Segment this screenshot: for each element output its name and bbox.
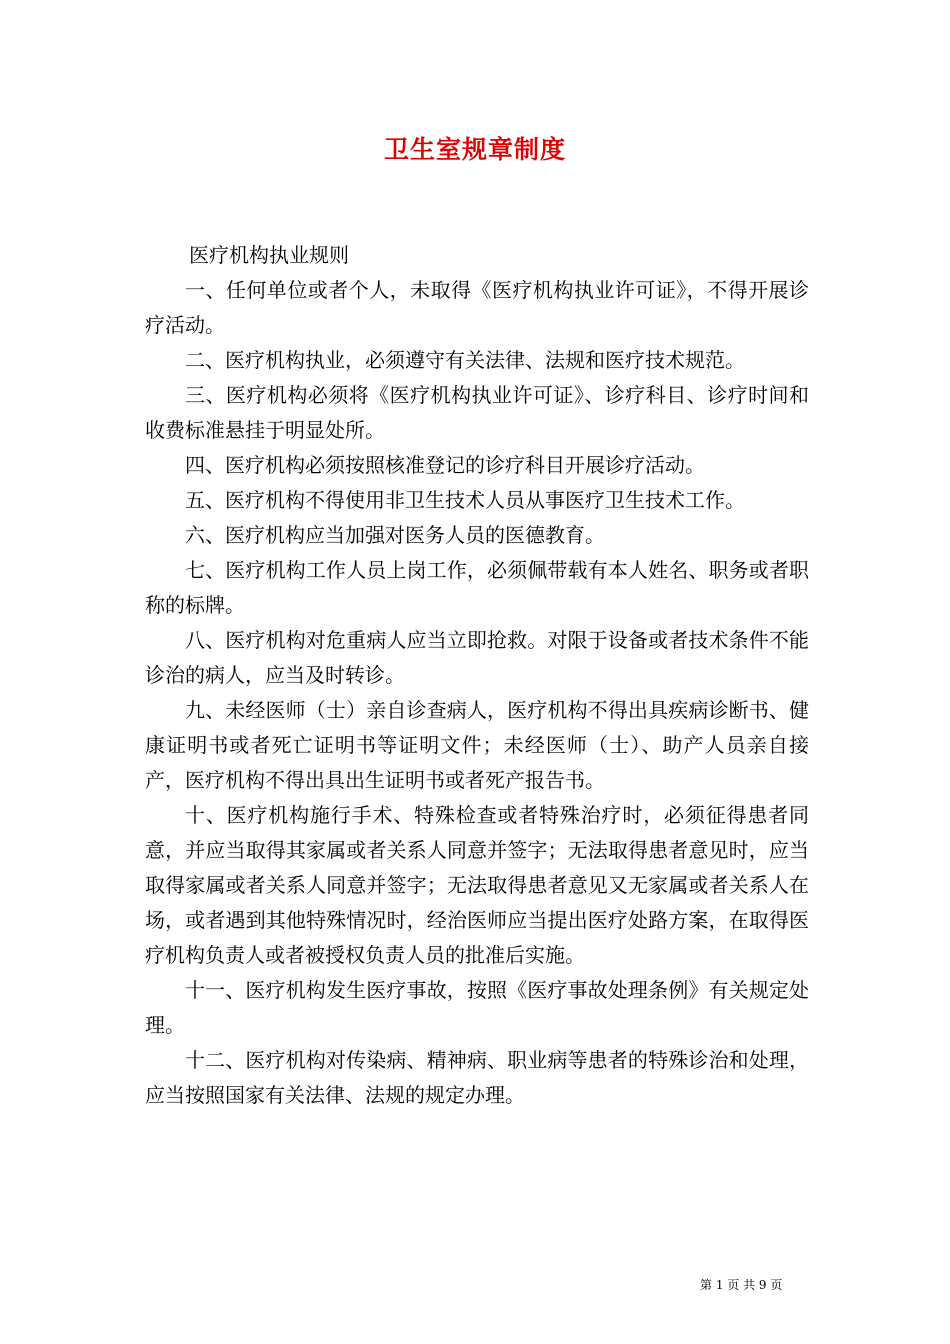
paragraph-2: 二、医疗机构执业，必须遵守有关法律、法规和医疗技术规范。 [185, 348, 745, 372]
paragraph-11: 十一、医疗机构发生医疗事故，按照《医疗事故处理条例》有关规定处理。 [145, 978, 809, 1037]
paragraph-9: 九、未经医师（士）亲自诊查病人，医疗机构不得出具疾病诊断书、健康证明书或者死亡证明书等证明文件；未经医师（士）、助产人员亲自接产，医疗机构不得出具出生证明书或者死产报告书。 [145, 698, 809, 792]
page-number: 第 1 页 共 9 页 [700, 1278, 783, 1292]
section-heading: 医疗机构执业规则 [189, 243, 349, 267]
paragraph-7: 七、医疗机构工作人员上岗工作，必须佩带载有本人姓名、职务或者职称的标牌。 [145, 558, 809, 617]
paragraph-1: 一、任何单位或者个人，未取得《医疗机构执业许可证》，不得开展诊疗活动。 [145, 278, 809, 337]
paragraph-8: 八、医疗机构对危重病人应当立即抢救。对限于设备或者技术条件不能诊治的病人，应当及时转诊。 [145, 628, 809, 687]
paragraph-10: 十、医疗机构施行手术、特殊检查或者特殊治疗时，必须征得患者同意，并应当取得其家属或者关系人同意并签字；无法取得患者意见时，应当取得家属或者关系人同意并签字；无法取得患者意见又无家属或者关系人在场，或者遇到其他特殊情况时，经治医师应当提出医疗处路方案，在取得医疗机构负责人或者被授权负责人员的批准后实施。 [145, 803, 809, 967]
paragraph-6: 六、医疗机构应当加强对医务人员的医德教育。 [185, 523, 605, 547]
paragraph-12: 十二、医疗机构对传染病、精神病、职业病等患者的特殊诊治和处理，应当按照国家有关法律、法规的规定办理。 [145, 1048, 809, 1107]
paragraph-3: 三、医疗机构必须将《医疗机构执业许可证》、诊疗科目、诊疗时间和收费标准悬挂于明显处所。 [145, 383, 809, 442]
paragraph-4: 四、医疗机构必须按照核准登记的诊疗科目开展诊疗活动。 [185, 453, 705, 477]
document-title: 卫生室规章制度 [383, 135, 566, 164]
paragraph-5: 五、医疗机构不得使用非卫生技术人员从事医疗卫生技术工作。 [185, 488, 745, 512]
document-body [145, 238, 809, 1113]
